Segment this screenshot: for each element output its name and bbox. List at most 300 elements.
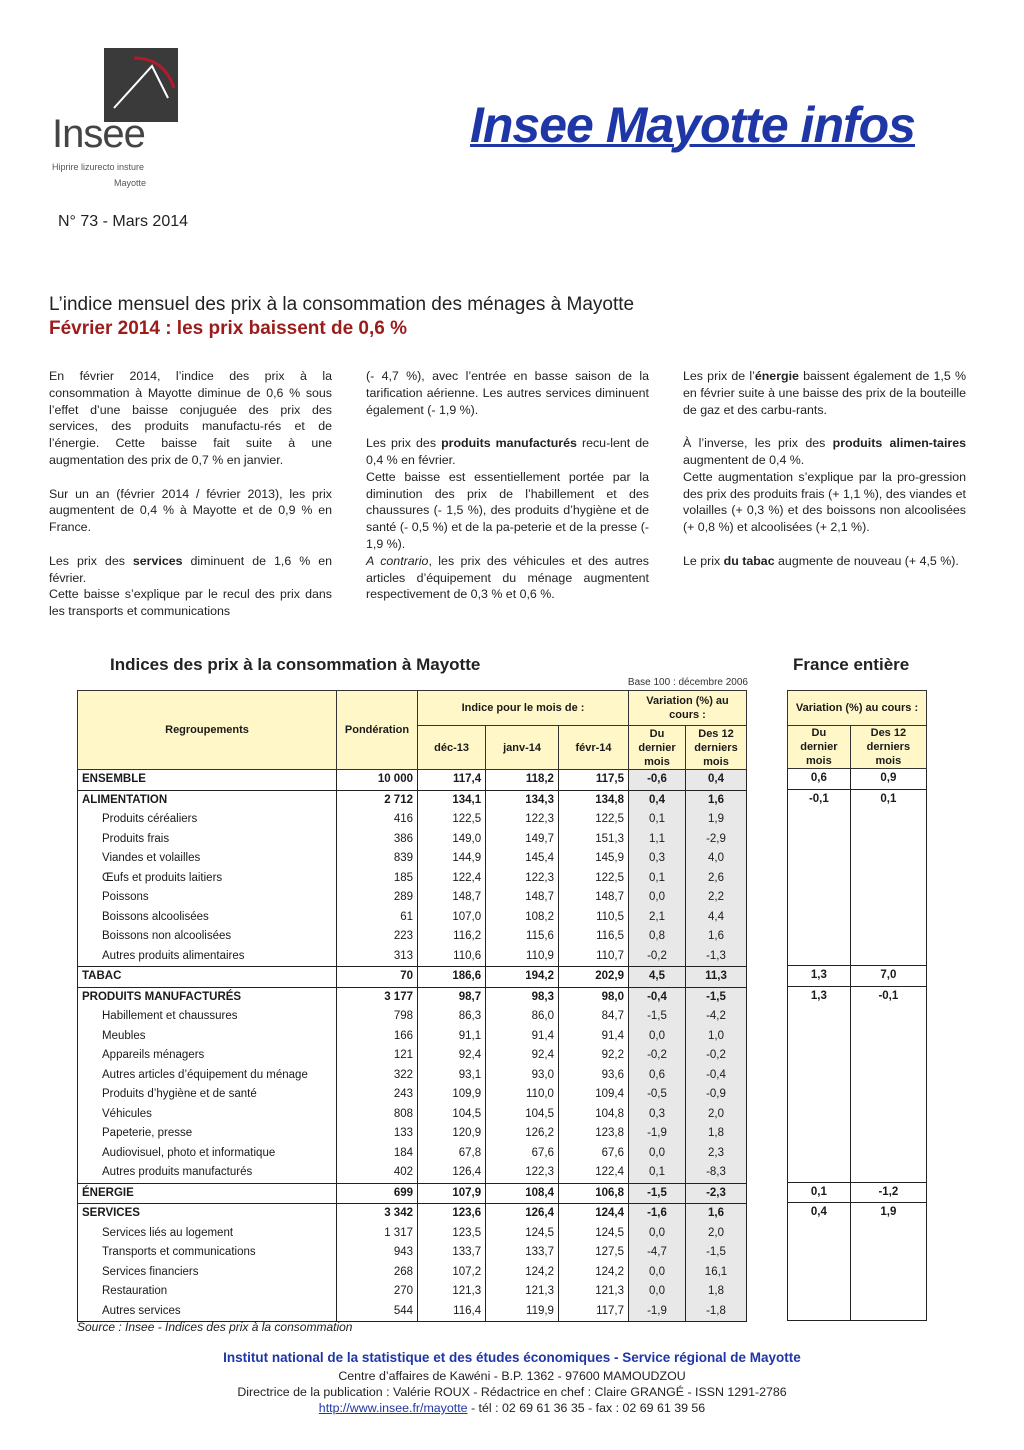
table-row [78, 908, 747, 928]
fr-variation-month-cell [788, 1065, 851, 1085]
row-label: ALIMENTATION [78, 790, 337, 810]
index-fev-cell: 116,5 [558, 927, 628, 947]
row-label: Œufs et produits laitiers [78, 869, 337, 889]
index-jan-cell: 148,7 [486, 888, 559, 908]
index-fev-cell: 134,8 [558, 790, 628, 810]
table-source: Source : Insee - Indices des prix à la consommation [77, 1320, 353, 1334]
index-dec-cell: 120,9 [418, 1124, 486, 1144]
fr-variation-year-cell [850, 829, 926, 849]
fr-table-row [788, 946, 927, 966]
fr-variation-year-cell [850, 1104, 926, 1124]
paragraph: Les prix des services diminuent de 1,6 % en février. [49, 553, 332, 585]
fr-table-row [788, 1281, 927, 1301]
fr-variation-year-cell [850, 1123, 926, 1143]
variation-year-cell: 2,6 [686, 869, 747, 889]
fr-variation-month-cell [788, 1301, 851, 1321]
index-dec-cell: 186,6 [418, 967, 486, 988]
fr-variation-month-cell [788, 829, 851, 849]
fr-table-row [788, 1006, 927, 1026]
index-jan-cell: 126,2 [486, 1124, 559, 1144]
fr-table-row [788, 829, 927, 849]
index-fev-cell: 104,8 [558, 1105, 628, 1125]
variation-year-cell: -2,9 [686, 830, 747, 850]
variation-month-cell: -1,6 [629, 1204, 686, 1224]
index-fev-cell: 67,6 [558, 1144, 628, 1164]
table-row [78, 1124, 747, 1144]
index-jan-cell: 115,6 [486, 927, 559, 947]
insee-logo [48, 44, 178, 194]
index-fev-cell: 123,8 [558, 1124, 628, 1144]
ponderation-cell: 386 [337, 830, 418, 850]
row-label: Audiovisuel, photo et informatique [78, 1144, 337, 1164]
fr-variation-month-cell: 0,1 [788, 1182, 851, 1203]
table-row [78, 1282, 747, 1302]
fr-table-row [788, 848, 927, 868]
variation-month-cell: -4,7 [629, 1243, 686, 1263]
row-label: Boissons alcoolisées [78, 908, 337, 928]
fr-table-row [788, 1182, 927, 1203]
index-fev-cell: 122,4 [558, 1163, 628, 1183]
footer-phone-fax: - tél : 02 69 61 36 35 - fax : 02 69 61 39 56 [467, 1401, 706, 1415]
variation-month-cell: 0,4 [629, 790, 686, 810]
fr-table-row [788, 1143, 927, 1163]
row-label: Véhicules [78, 1105, 337, 1125]
index-dec-cell: 123,6 [418, 1204, 486, 1224]
website-link[interactable]: http://www.insee.fr/mayotte [318, 1401, 468, 1415]
fr-variation-month-cell [788, 1223, 851, 1243]
ponderation-cell: 3 342 [337, 1204, 418, 1224]
paragraph: A contrario, les prix des véhicules et des autres articles d’équipement du ménage augmentent respectivement de 0,3 % et 0,6 %. [366, 553, 649, 602]
ponderation-cell: 416 [337, 810, 418, 830]
variation-year-cell: -0,2 [686, 1046, 747, 1066]
ponderation-cell: 943 [337, 1243, 418, 1263]
base-note: Base 100 : décembre 2006 [627, 677, 748, 688]
table-row [78, 927, 747, 947]
table-row [78, 1066, 747, 1086]
table-row [78, 987, 747, 1007]
fr-variation-month-cell [788, 926, 851, 946]
index-fev-cell: 93,6 [558, 1066, 628, 1086]
paragraph: Les prix des produits manufacturés recu-lent de 0,4 % en février. [366, 436, 649, 467]
index-jan-cell: 121,3 [486, 1282, 559, 1302]
paragraph: Cette baisse s’explique par le recul des prix dans les transports et communications [49, 587, 332, 619]
paragraph: Le prix du tabac augmente de nouveau (+ 4,5 %). [683, 553, 959, 568]
table-row [78, 1085, 747, 1105]
index-dec-cell: 104,5 [418, 1105, 486, 1125]
variation-year-cell: 4,0 [686, 849, 747, 869]
fr-variation-year-cell: 1,9 [850, 1203, 926, 1223]
row-label: PRODUITS MANUFACTURÉS [78, 987, 337, 1007]
fr-variation-month-cell [788, 868, 851, 888]
ponderation-cell: 839 [337, 849, 418, 869]
index-fev-cell: 151,3 [558, 830, 628, 850]
table-row [78, 790, 747, 810]
fr-table-row [788, 1262, 927, 1282]
ponderation-cell: 3 177 [337, 987, 418, 1007]
fr-variation-month-cell: 0,4 [788, 1203, 851, 1223]
paragraph: Cette augmentation s’explique par la pro-gression des prix des produits frais (+ 1,1 %), des viandes et volailles (+ 0,3 %) et des boissons non alcoolisées (+ 0,8 %) et alcoolisées (+ 2,1 %). [683, 469, 966, 535]
variation-month-cell: 0,1 [629, 810, 686, 830]
table-row [78, 1243, 747, 1263]
table-row [78, 1105, 747, 1125]
fr-table-row [788, 1084, 927, 1104]
fr-variation-month-cell [788, 1104, 851, 1124]
row-label: Habillement et chaussures [78, 1007, 337, 1027]
variation-month-cell: 0,0 [629, 1027, 686, 1047]
index-jan-cell: 122,3 [486, 810, 559, 830]
article-column-2 [366, 368, 649, 620]
fr-col-header-variation: Variation (%) au cours : [788, 691, 927, 726]
index-fev-cell: 92,2 [558, 1046, 628, 1066]
variation-year-cell: 2,0 [686, 1105, 747, 1125]
variation-month-cell: 0,0 [629, 888, 686, 908]
fr-variation-year-cell [850, 848, 926, 868]
table-row [78, 1183, 747, 1204]
variation-month-cell: -1,5 [629, 1007, 686, 1027]
paragraph: (- 4,7 %), avec l’entrée en basse saison de la tarification aérienne. Les autres services diminuent également (- 1,9 %). [366, 369, 649, 417]
col-header-indice: Indice pour le mois de : [418, 691, 629, 726]
index-jan-cell: 124,2 [486, 1263, 559, 1283]
row-label: Autres services [78, 1302, 337, 1322]
index-dec-cell: 149,0 [418, 830, 486, 850]
index-jan-cell: 108,4 [486, 1183, 559, 1204]
fr-variation-month-cell [788, 1242, 851, 1262]
index-dec-cell: 121,3 [418, 1282, 486, 1302]
index-jan-cell: 108,2 [486, 908, 559, 928]
fr-table-row [788, 887, 927, 907]
insee-logo-mark [104, 48, 178, 122]
variation-month-cell: -1,5 [629, 1183, 686, 1204]
index-dec-cell: 110,6 [418, 947, 486, 967]
index-jan-cell: 145,4 [486, 849, 559, 869]
index-fev-cell: 117,7 [558, 1302, 628, 1322]
variation-month-cell: 0,1 [629, 869, 686, 889]
index-dec-cell: 116,2 [418, 927, 486, 947]
index-jan-cell: 122,3 [486, 1163, 559, 1183]
table-row [78, 1263, 747, 1283]
table-row [78, 770, 747, 791]
index-jan-cell: 126,4 [486, 1204, 559, 1224]
fr-table-row [788, 1203, 927, 1223]
row-label: SERVICES [78, 1204, 337, 1224]
variation-year-cell: 2,0 [686, 1224, 747, 1244]
row-label: Restauration [78, 1282, 337, 1302]
col-header-fev: févr-14 [558, 726, 628, 770]
paragraph: Les prix de l’énergie baissent également de 1,5 % en février suite à une baisse des prix de la bouteille de gaz et des carbu-rants. [683, 369, 966, 417]
variation-year-cell: 1,9 [686, 810, 747, 830]
paragraph: En février 2014, l’indice des prix à la consommation à Mayotte diminue de 0,6 % sous l’effet d’une baisse conjuguée des prix des services, des produits manufactu-rés et de l’énergie. Cette baisse fait suite à une augmentation des prix de 0,7 % en janvier. [49, 369, 332, 467]
index-jan-cell: 194,2 [486, 967, 559, 988]
ponderation-cell: 322 [337, 1066, 418, 1086]
ponderation-cell: 133 [337, 1124, 418, 1144]
index-dec-cell: 133,7 [418, 1243, 486, 1263]
fr-variation-year-cell [850, 1026, 926, 1046]
variation-month-cell: -0,4 [629, 987, 686, 1007]
index-fev-cell: 98,0 [558, 987, 628, 1007]
variation-year-cell: 1,6 [686, 790, 747, 810]
variation-year-cell: 1,6 [686, 927, 747, 947]
france-table [787, 690, 927, 1321]
ponderation-cell: 808 [337, 1105, 418, 1125]
row-label: Boissons non alcoolisées [78, 927, 337, 947]
footer-institution: Institut national de la statistique et des études économiques - Service régional de Mayotte [223, 1350, 801, 1365]
index-fev-cell: 124,5 [558, 1224, 628, 1244]
index-jan-cell: 118,2 [486, 770, 559, 791]
fr-variation-year-cell: 0,1 [850, 789, 926, 809]
index-jan-cell: 98,3 [486, 987, 559, 1007]
variation-year-cell: 16,1 [686, 1263, 747, 1283]
fr-variation-year-cell [850, 1084, 926, 1104]
variation-month-cell: 0,0 [629, 1224, 686, 1244]
index-dec-cell: 122,4 [418, 869, 486, 889]
table-row [78, 1027, 747, 1047]
article-subhead: Février 2014 : les prix baissent de 0,6 % [49, 318, 408, 339]
index-fev-cell: 148,7 [558, 888, 628, 908]
ponderation-cell: 402 [337, 1163, 418, 1183]
ponderation-cell: 166 [337, 1027, 418, 1047]
index-fev-cell: 117,5 [558, 770, 628, 791]
col-header-des-12-mois: Des 12 derniers mois [686, 726, 747, 770]
ponderation-cell: 184 [337, 1144, 418, 1164]
index-jan-cell: 122,3 [486, 869, 559, 889]
index-jan-cell: 124,5 [486, 1224, 559, 1244]
ponderation-cell: 544 [337, 1302, 418, 1322]
row-label: Transports et communications [78, 1243, 337, 1263]
table-row [78, 869, 747, 889]
variation-year-cell: -4,2 [686, 1007, 747, 1027]
fr-variation-year-cell [850, 946, 926, 966]
table-row [78, 830, 747, 850]
index-fev-cell: 127,5 [558, 1243, 628, 1263]
fr-variation-year-cell [850, 907, 926, 927]
index-jan-cell: 133,7 [486, 1243, 559, 1263]
index-fev-cell: 124,2 [558, 1263, 628, 1283]
price-index-table [77, 690, 747, 1322]
france-table-title: France entière [793, 655, 910, 674]
row-label: Produits d’hygiène et de santé [78, 1085, 337, 1105]
table-row [78, 1302, 747, 1322]
article-column-1 [49, 368, 332, 637]
fr-variation-year-cell: -1,2 [850, 1182, 926, 1203]
row-label: TABAC [78, 967, 337, 988]
col-header-variation: Variation (%) au cours : [629, 691, 747, 726]
variation-month-cell: 0,0 [629, 1263, 686, 1283]
fr-variation-month-cell [788, 1006, 851, 1026]
table-row [78, 1204, 747, 1224]
logo-subtitle: Hiprire lizurecto insture [52, 162, 145, 172]
variation-month-cell: -1,9 [629, 1302, 686, 1322]
index-fev-cell: 202,9 [558, 967, 628, 988]
fr-variation-month-cell [788, 1143, 851, 1163]
fr-variation-month-cell [788, 1162, 851, 1182]
publication-title: Insee Mayotte infos [470, 97, 915, 153]
table-row [78, 1224, 747, 1244]
ponderation-cell: 185 [337, 869, 418, 889]
col-header-ponderation: Pondération [337, 691, 418, 770]
row-label: Poissons [78, 888, 337, 908]
col-header-dec: déc-13 [418, 726, 486, 770]
row-label: Produits frais [78, 830, 337, 850]
fr-variation-month-cell: -0,1 [788, 789, 851, 809]
fr-variation-month-cell [788, 1281, 851, 1301]
fr-table-row [788, 809, 927, 829]
fr-variation-year-cell: 0,9 [850, 769, 926, 790]
ponderation-cell: 270 [337, 1282, 418, 1302]
table-title: Indices des prix à la consommation à Mayotte [110, 655, 481, 674]
footer-address: Centre d’affaires de Kawéni - B.P. 1362 - 97600 MAMOUDZOU [338, 1369, 686, 1383]
fr-variation-year-cell [850, 1281, 926, 1301]
index-fev-cell: 122,5 [558, 810, 628, 830]
fr-table-row [788, 926, 927, 946]
fr-variation-year-cell: 7,0 [850, 966, 926, 987]
variation-month-cell: 0,6 [629, 1066, 686, 1086]
fr-variation-year-cell: -0,1 [850, 986, 926, 1006]
fr-variation-month-cell [788, 1262, 851, 1282]
fr-variation-year-cell [850, 887, 926, 907]
row-label: Autres produits manufacturés [78, 1163, 337, 1183]
variation-year-cell: -1,5 [686, 1243, 747, 1263]
ponderation-cell: 268 [337, 1263, 418, 1283]
footer-publication: Directrice de la publication : Valérie ROUX - Rédactrice en chef : Claire GRANGÉ - ISSN 1291-2786 [237, 1385, 787, 1399]
index-fev-cell: 84,7 [558, 1007, 628, 1027]
ponderation-cell: 223 [337, 927, 418, 947]
fr-variation-month-cell [788, 1123, 851, 1143]
row-label: ENSEMBLE [78, 770, 337, 791]
row-label: Services liés au logement [78, 1224, 337, 1244]
ponderation-cell: 61 [337, 908, 418, 928]
variation-month-cell: 0,0 [629, 1144, 686, 1164]
fr-variation-month-cell [788, 1045, 851, 1065]
index-fev-cell: 109,4 [558, 1085, 628, 1105]
row-label: ÉNERGIE [78, 1183, 337, 1204]
variation-year-cell: -2,3 [686, 1183, 747, 1204]
row-label: Meubles [78, 1027, 337, 1047]
index-fev-cell: 110,7 [558, 947, 628, 967]
row-label: Services financiers [78, 1263, 337, 1283]
index-dec-cell: 98,7 [418, 987, 486, 1007]
variation-month-cell: 4,5 [629, 967, 686, 988]
index-dec-cell: 148,7 [418, 888, 486, 908]
logo-word: Insee [52, 112, 145, 156]
variation-year-cell: 11,3 [686, 967, 747, 988]
variation-year-cell: 4,4 [686, 908, 747, 928]
fr-variation-year-cell [850, 1262, 926, 1282]
fr-table-row [788, 789, 927, 809]
fr-table-row [788, 1301, 927, 1321]
index-dec-cell: 107,9 [418, 1183, 486, 1204]
variation-month-cell: 0,3 [629, 1105, 686, 1125]
paragraph: À l’inverse, les prix des produits alimen-taires augmentent de 0,4 %. [683, 436, 966, 467]
ponderation-cell: 243 [337, 1085, 418, 1105]
variation-year-cell: 1,8 [686, 1282, 747, 1302]
variation-month-cell: 0,3 [629, 849, 686, 869]
variation-year-cell: -0,9 [686, 1085, 747, 1105]
variation-month-cell: 0,8 [629, 927, 686, 947]
index-dec-cell: 107,0 [418, 908, 486, 928]
index-dec-cell: 91,1 [418, 1027, 486, 1047]
fr-variation-year-cell [850, 1301, 926, 1321]
variation-year-cell: 2,3 [686, 1144, 747, 1164]
table-row [78, 1144, 747, 1164]
index-fev-cell: 122,5 [558, 869, 628, 889]
index-dec-cell: 144,9 [418, 849, 486, 869]
table-row [78, 1046, 747, 1066]
footer-contact [0, 1401, 1024, 1415]
fr-variation-month-cell: 1,3 [788, 966, 851, 987]
fr-variation-year-cell [850, 1223, 926, 1243]
fr-variation-year-cell [850, 1006, 926, 1026]
index-jan-cell: 119,9 [486, 1302, 559, 1322]
index-fev-cell: 91,4 [558, 1027, 628, 1047]
fr-variation-year-cell [850, 1065, 926, 1085]
fr-col-header-du-dernier-mois: Du dernier mois [788, 726, 851, 769]
variation-month-cell: -0,5 [629, 1085, 686, 1105]
index-dec-cell: 122,5 [418, 810, 486, 830]
table-row [78, 947, 747, 967]
row-label: Papeterie, presse [78, 1124, 337, 1144]
fr-variation-month-cell [788, 907, 851, 927]
article-headline: L’indice mensuel des prix à la consommation des ménages à Mayotte [49, 294, 635, 315]
fr-col-header-des-12-mois: Des 12 derniers mois [850, 726, 926, 769]
variation-year-cell: 1,6 [686, 1204, 747, 1224]
variation-month-cell: 0,0 [629, 1282, 686, 1302]
index-dec-cell: 86,3 [418, 1007, 486, 1027]
ponderation-cell: 699 [337, 1183, 418, 1204]
col-header-du-dernier-mois: Du dernier mois [629, 726, 686, 770]
index-dec-cell: 107,2 [418, 1263, 486, 1283]
ponderation-cell: 1 317 [337, 1224, 418, 1244]
fr-variation-month-cell [788, 809, 851, 829]
index-jan-cell: 110,9 [486, 947, 559, 967]
table-row [78, 1007, 747, 1027]
index-dec-cell: 109,9 [418, 1085, 486, 1105]
fr-variation-year-cell [850, 1242, 926, 1262]
col-header-jan: janv-14 [486, 726, 559, 770]
paragraph: Cette baisse est essentiellement portée par la diminution des prix de l’habillement et des chaussures (- 1,5 %), des produits d’hygiène et de santé (- 0,5 %) et de la pa-peterie et de la presse (- 1,9 %). [366, 469, 649, 551]
index-fev-cell: 124,4 [558, 1204, 628, 1224]
fr-variation-month-cell [788, 1026, 851, 1046]
index-jan-cell: 149,7 [486, 830, 559, 850]
variation-year-cell: -8,3 [686, 1163, 747, 1183]
ponderation-cell: 121 [337, 1046, 418, 1066]
fr-table-row [788, 1026, 927, 1046]
fr-variation-month-cell [788, 848, 851, 868]
index-jan-cell: 110,0 [486, 1085, 559, 1105]
fr-table-row [788, 1065, 927, 1085]
index-dec-cell: 93,1 [418, 1066, 486, 1086]
fr-variation-year-cell [850, 809, 926, 829]
variation-year-cell: 1,0 [686, 1027, 747, 1047]
fr-variation-year-cell [850, 1162, 926, 1182]
index-dec-cell: 117,4 [418, 770, 486, 791]
fr-variation-year-cell [850, 926, 926, 946]
variation-month-cell: -1,9 [629, 1124, 686, 1144]
col-header-regroupements: Regroupements [78, 691, 337, 770]
index-fev-cell: 145,9 [558, 849, 628, 869]
fr-table-row [788, 868, 927, 888]
index-jan-cell: 134,3 [486, 790, 559, 810]
fr-table-row [788, 1223, 927, 1243]
fr-table-row [788, 1123, 927, 1143]
fr-table-row [788, 907, 927, 927]
index-fev-cell: 110,5 [558, 908, 628, 928]
variation-year-cell: -1,3 [686, 947, 747, 967]
table-row [78, 888, 747, 908]
fr-table-row [788, 769, 927, 790]
variation-month-cell: 1,1 [629, 830, 686, 850]
ponderation-cell: 70 [337, 967, 418, 988]
variation-year-cell: 2,2 [686, 888, 747, 908]
